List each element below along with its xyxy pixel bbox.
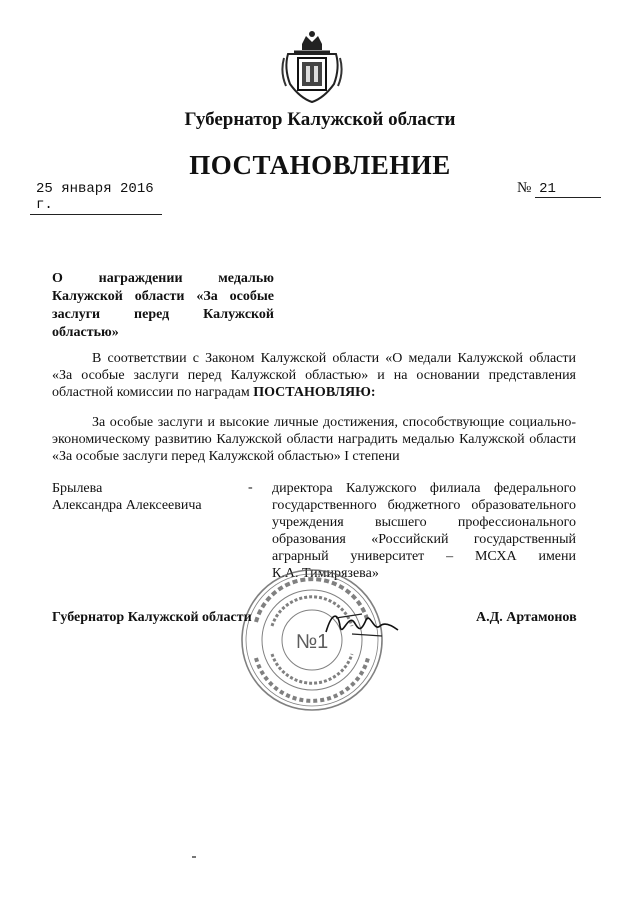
awardee-name: [52, 480, 252, 514]
position-line: аграрный университет – МСХА имени: [272, 549, 576, 564]
position-line: учреждения высшего профессионального: [272, 515, 576, 530]
number-sign: №: [517, 180, 532, 196]
subject-line: Калужской области «За особые: [52, 289, 274, 304]
preamble-line-last: [52, 384, 576, 401]
decision-line: «За особые заслуги перед Калужской областью» I степени: [52, 449, 400, 464]
stamp-number: №1: [295, 631, 329, 653]
document-number: [517, 180, 601, 198]
scan-speck: [192, 856, 196, 858]
preamble-line: «За особые заслуги перед Калужской областью» и на основании представления: [52, 368, 576, 383]
position-line: К.А. Тимирязева»: [272, 566, 379, 581]
position-line: государственного бюджетного образовательного: [272, 498, 576, 513]
decision-paragraph: [52, 414, 576, 465]
signatory-name: А.Д. Артамонов: [476, 610, 577, 625]
awardee-given-names: Александра Алексеевича: [52, 498, 202, 513]
document-subject: [52, 270, 274, 342]
decree-word: ПОСТАНОВЛЯЮ:: [253, 385, 376, 400]
coat-of-arms-icon: [280, 28, 344, 106]
subject-line: областью»: [52, 325, 119, 340]
position-line: образования «Российский государственный: [272, 532, 576, 547]
position-line: директора Калужского филиала федерального: [272, 481, 576, 496]
awardee-surname: Брылева: [52, 481, 103, 496]
preamble-paragraph: [52, 350, 576, 401]
signatory-title: Губернатор Калужской области: [52, 610, 252, 625]
preamble-line: В соответствии с Законом Калужской области «О медали Калужской области: [92, 351, 576, 366]
preamble-text: областной комиссии по наградам: [52, 385, 250, 400]
decision-line: За особые заслуги и высокие личные достижения, способствующие социально-: [92, 415, 576, 430]
handwritten-signature: [322, 604, 402, 644]
document-date: 25 января 2016 г.: [30, 181, 162, 215]
decision-line: экономическому развитию Калужской области наградить медалью Калужской области: [52, 432, 576, 447]
subject-line: заслуги перед Калужской: [52, 307, 274, 322]
awardee-dash: -: [248, 480, 253, 495]
subject-line: О награждении медалью: [52, 271, 274, 286]
number-value: 21: [535, 181, 601, 198]
document-type-title: ПОСТАНОВЛЕНИЕ: [189, 150, 451, 180]
issuing-authority: Губернатор Калужской области: [184, 109, 456, 130]
